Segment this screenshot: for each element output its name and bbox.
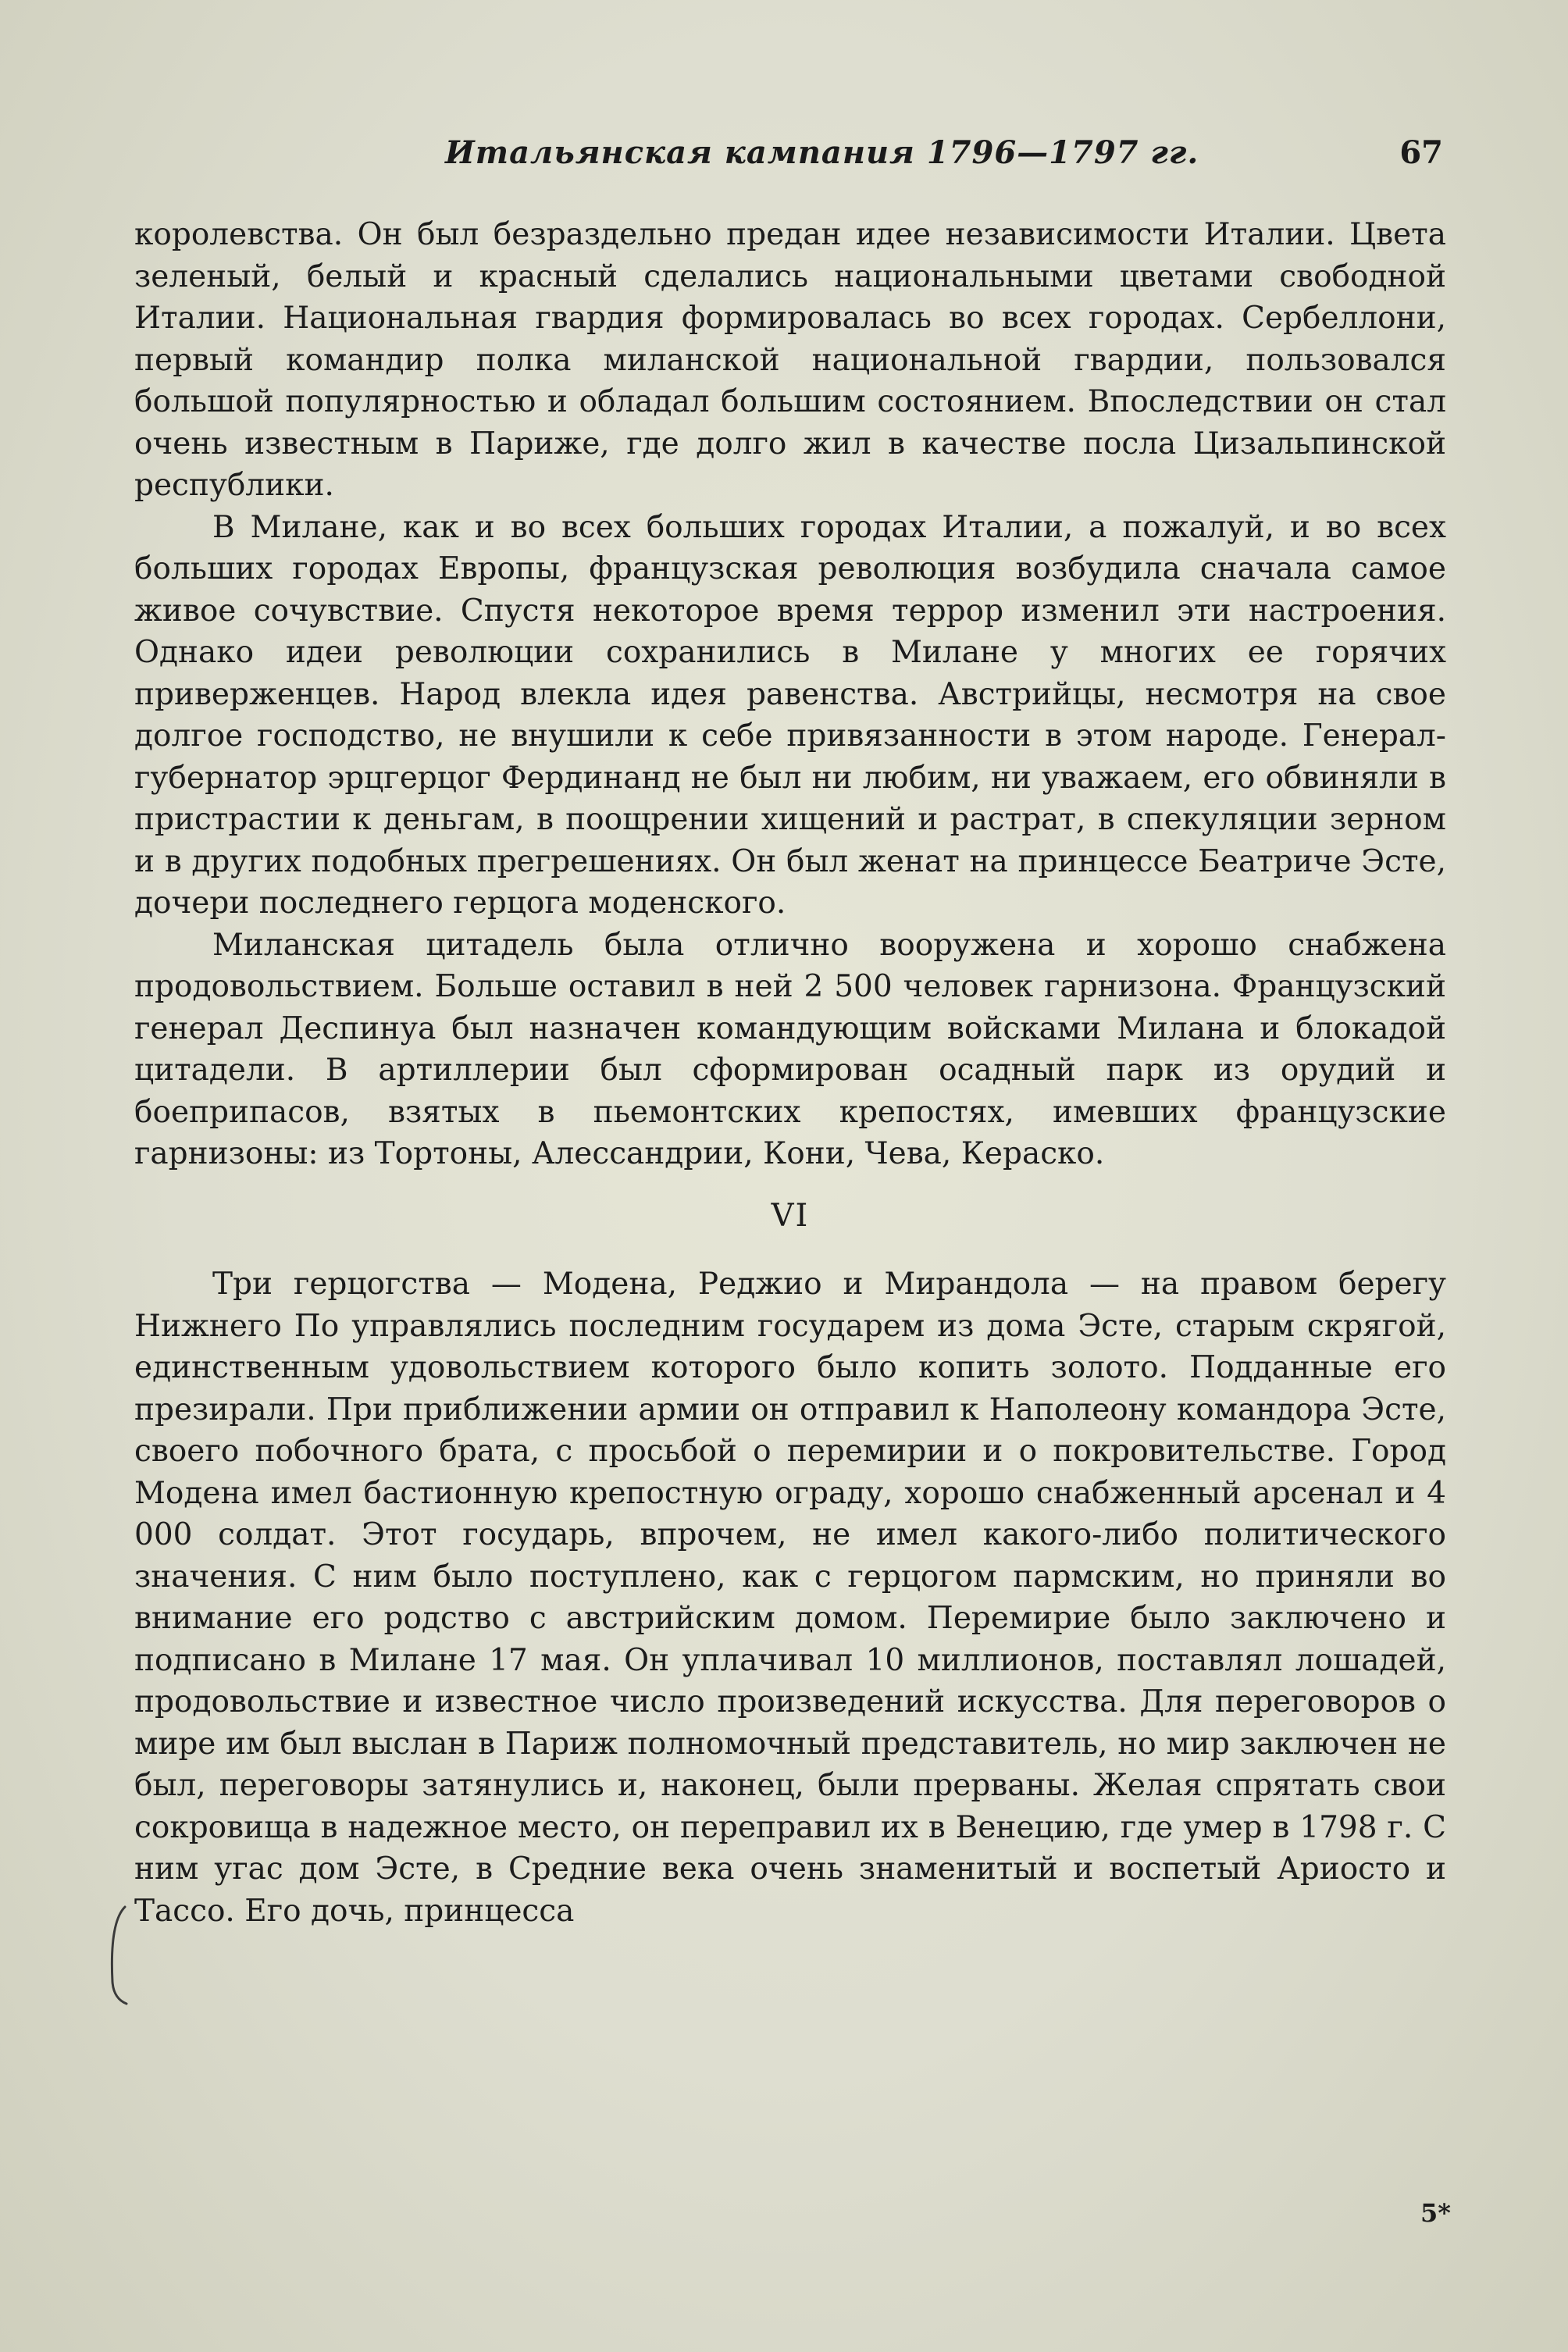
section-heading: VI xyxy=(771,1197,810,1234)
page-number: 67 xyxy=(1399,134,1443,171)
signature-mark: 5* xyxy=(1420,2198,1451,2228)
paragraph-milan-revolution: В Милане, как и во всех больших городах Италии, а пожалуй, и во всех больших городах Европы, французская революция возбудила сначала самое живое сочувствие. Спустя некоторое время террор изменил эти настроения. Однако идеи революции сохранились в Милане у многих ее горячих приверженцев. Народ влекла идея равенства. Австрийцы, несмотря на свое долгое господство, не внушили к себе привязанности в этом народе. Генерал-губернатор эрцгерцог Фердинанд не был ни любим, ни уважаем, его обвиняли в пристрастии к деньгам, в поощрении хищений и растрат, в спекуляции зерном и в других подобных прегрешениях. Он был женат на принцессе Беатриче Эсте, дочери последнего герцога моденского. xyxy=(134,509,1446,921)
main-text xyxy=(134,214,1446,1932)
running-title: Итальянская кампания 1796—1797 гг. xyxy=(445,134,1199,171)
pencil-bracket-mark xyxy=(108,1904,128,2007)
paragraph-three-duchies: Три герцогства — Модена, Реджио и Мирандола — на правом берегу Нижнего По управлялись последним государем из дома Эсте, старым скрягой, единственным удовольствием которого было копить золото. Подданные его презирали. При приближении армии он отправил к Наполеону командора Эсте, своего побочного брата, с просьбой о перемирии и о покровительстве. Город Модена имел бастионную крепостную ограду, хорошо снабженный арсенал и 4 000 солдат. Этот государь, впрочем, не имел какого-либо политического значения. С ним было поступлено, как с герцогом пармским, но приняли во внимание его родство с австрийским домом. Перемирие было заключено и подписано в Милане 17 мая. Он уплачивал 10 миллионов, поставлял лошадей, продовольствие и известное число произведений искусства. Для переговоров о мире им был выслан в Париж полномочный представитель, но мир заключен не был, переговоры затянулись и, наконец, были прерваны. Желая спрятать свои сокровища в надежное место, он переправил их в Венецию, где умер в 1798 г. С ним угас дом Эсте, в Средние века очень знаменитый и воспетый Ариосто и Тассо. Его дочь, принцесса xyxy=(134,1267,1446,1929)
running-head xyxy=(133,134,1443,189)
paragraph-milan-citadel: Миланская цитадель была отлично вооружена и хорошо снабжена продовольствием. Больше оставил в ней 2 500 человек гарнизона. Французский генерал Деспинуа был назначен командующим войсками Милана и блокадой цитадели. В артиллерии был сформирован осадный парк из орудий и боеприпасов, взятых в пьемонтских крепостях, имевших французские гарнизоны: из Тортоны, Алессандрии, Кони, Чева, Кераско. xyxy=(134,927,1446,1171)
paragraph-continuation: королевства. Он был безраздельно предан идее независимости Италии. Цвета зеленый, белый и красный сделались национальными цветами свободной Италии. Национальная гвардия формировалась во всех городах. Сербеллони, первый командир полка миланской национальной гвардии, пользовался большой популярностью и обладал большим состоянием. Впоследствии он стал очень известным в Париже, где долго жил в качестве посла Цизальпинской республики. xyxy=(134,217,1446,503)
